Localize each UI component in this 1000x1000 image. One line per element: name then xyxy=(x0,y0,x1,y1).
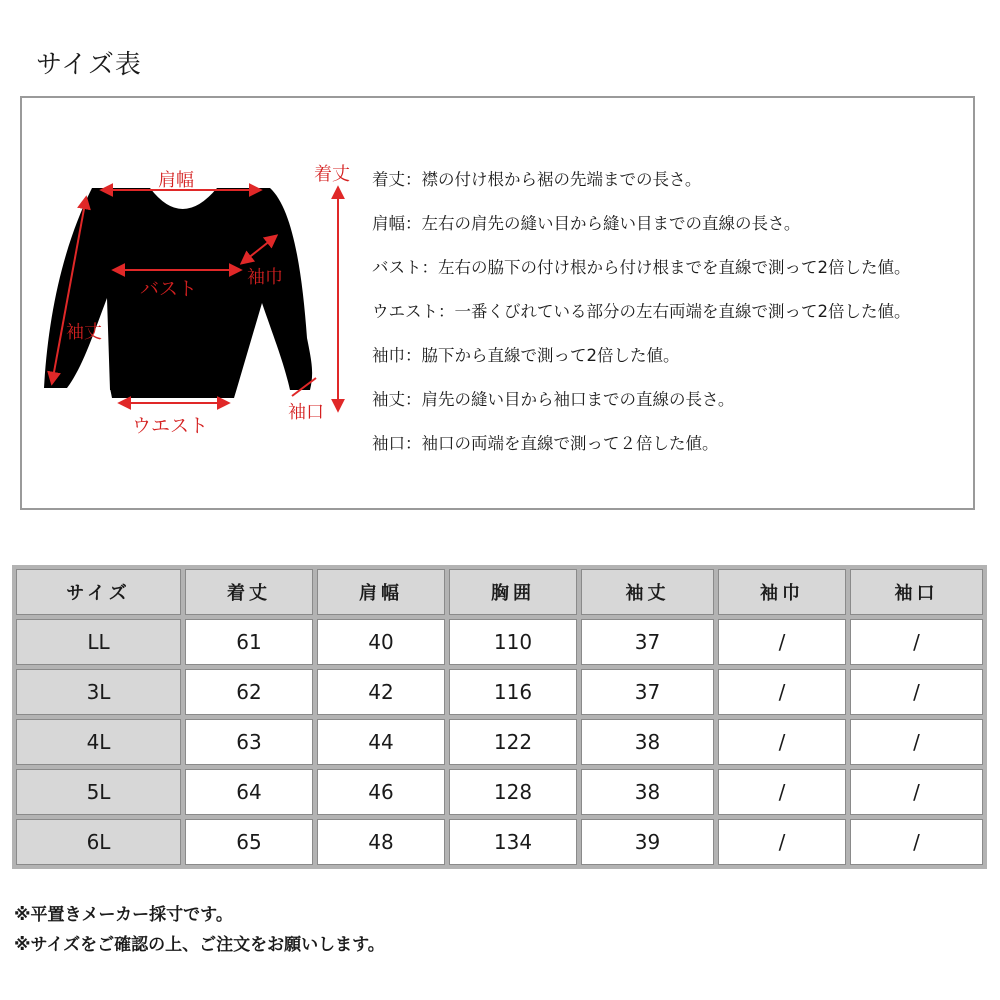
table-row xyxy=(16,669,983,715)
definition-bust: バスト：左右の脇下の付け根から付け根までを直線で測って2倍した値。 xyxy=(372,258,911,277)
definition-sleeve-length: 袖丈：肩先の縫い目から袖口までの直線の長さ。 xyxy=(372,390,735,409)
cell-value: / xyxy=(850,619,983,665)
header-sleeve-width: 袖巾 xyxy=(718,569,846,615)
size-table xyxy=(12,565,987,869)
definition-cuff: 袖口：袖口の両端を直線で測って２倍した値。 xyxy=(372,434,719,453)
cell-value: 122 xyxy=(449,719,577,765)
cell-value: / xyxy=(850,669,983,715)
header-length: 着丈 xyxy=(185,569,313,615)
cell-value: 63 xyxy=(185,719,313,765)
header-size: サイズ xyxy=(16,569,181,615)
cell-value: / xyxy=(718,619,846,665)
cell-value: / xyxy=(718,819,846,865)
cell-value: 110 xyxy=(449,619,577,665)
cell-value: 64 xyxy=(185,769,313,815)
header-sleeve-length: 袖丈 xyxy=(581,569,714,615)
header-shoulder: 肩幅 xyxy=(317,569,445,615)
cell-value: 46 xyxy=(317,769,445,815)
definition-shoulder: 肩幅：左右の肩先の縫い目から縫い目までの直線の長さ。 xyxy=(372,214,801,233)
label-sleeve-width: 袖巾 xyxy=(247,267,283,288)
cell-value: / xyxy=(718,719,846,765)
page-title: サイズ表 xyxy=(36,50,142,80)
definition-sleeve-width: 袖巾：脇下から直線で測って2倍した値。 xyxy=(372,346,680,365)
definitions-list xyxy=(372,158,911,466)
cell-value: 42 xyxy=(317,669,445,715)
cell-value: 65 xyxy=(185,819,313,865)
label-length: 着丈 xyxy=(314,164,350,185)
table-row xyxy=(16,719,983,765)
table-row xyxy=(16,819,983,865)
label-shoulder: 肩幅 xyxy=(158,170,194,191)
cell-size: 5L xyxy=(16,769,181,815)
sweater-diagram xyxy=(22,98,382,508)
cell-size: 3L xyxy=(16,669,181,715)
cell-value: 44 xyxy=(317,719,445,765)
cell-size: LL xyxy=(16,619,181,665)
label-bust: バスト xyxy=(140,278,198,300)
note-confirm: ※サイズをご確認の上、ご注文をお願いします。 xyxy=(14,935,385,955)
cell-value: 128 xyxy=(449,769,577,815)
header-cuff: 袖口 xyxy=(850,569,983,615)
cell-value: / xyxy=(850,769,983,815)
cell-size: 4L xyxy=(16,719,181,765)
cell-value: 37 xyxy=(581,619,714,665)
cell-value: 61 xyxy=(185,619,313,665)
cell-value: / xyxy=(850,719,983,765)
table-row xyxy=(16,769,983,815)
measurement-guide xyxy=(20,96,975,510)
label-sleeve-length: 袖丈 xyxy=(66,322,102,343)
note-measurement: ※平置きメーカー採寸です。 xyxy=(14,905,233,925)
table-header-row xyxy=(16,569,983,615)
cell-value: 62 xyxy=(185,669,313,715)
cell-value: 37 xyxy=(581,669,714,715)
definition-length: 着丈：襟の付け根から裾の先端までの長さ。 xyxy=(372,170,702,189)
label-waist: ウエスト xyxy=(132,415,209,437)
cell-value: / xyxy=(718,769,846,815)
cell-value: 38 xyxy=(581,769,714,815)
cell-value: 48 xyxy=(317,819,445,865)
definition-waist: ウエスト：一番くびれている部分の左右両端を直線で測って2倍した値。 xyxy=(372,302,911,321)
cell-value: / xyxy=(718,669,846,715)
header-chest: 胸囲 xyxy=(449,569,577,615)
cell-value: / xyxy=(850,819,983,865)
cell-value: 116 xyxy=(449,669,577,715)
cell-size: 6L xyxy=(16,819,181,865)
cell-value: 38 xyxy=(581,719,714,765)
cell-value: 40 xyxy=(317,619,445,665)
cell-value: 134 xyxy=(449,819,577,865)
table-row xyxy=(16,619,983,665)
cell-value: 39 xyxy=(581,819,714,865)
label-cuff: 袖口 xyxy=(288,402,324,423)
